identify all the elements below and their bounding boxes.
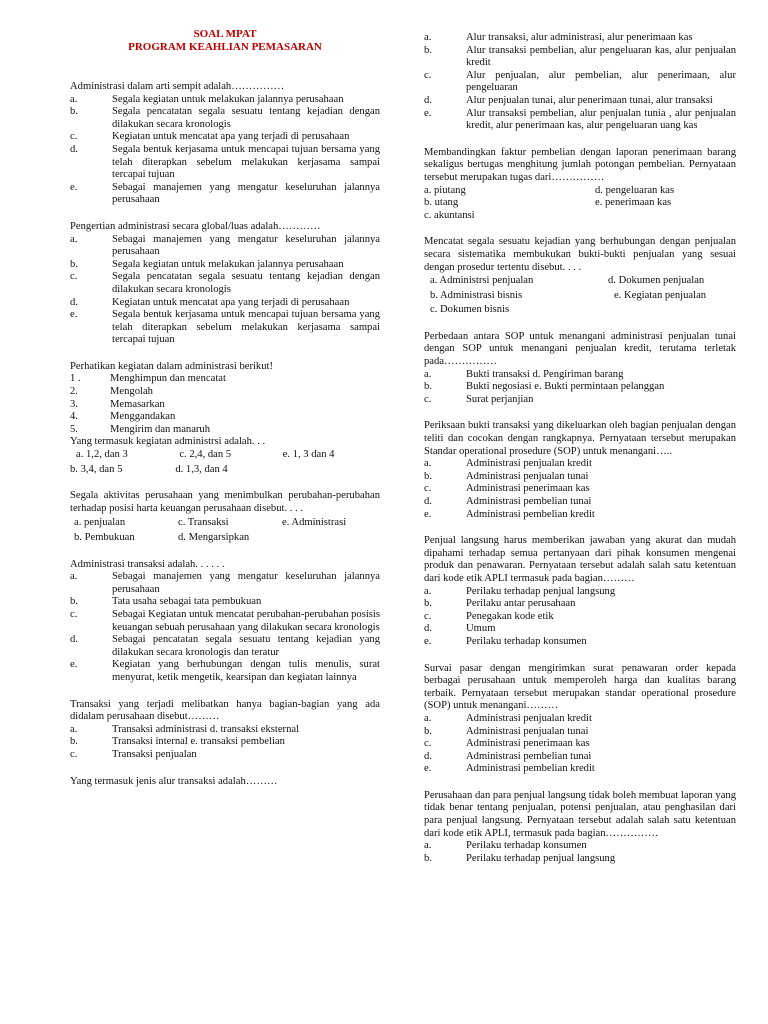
- option: [424, 713, 736, 726]
- option: d. 1,3, dan 4: [175, 463, 228, 475]
- question-10: [424, 331, 736, 407]
- option-text: Sebagai Kegiatan untuk mencatat perubahan-perubahan posisis keuangan sebuah perusahaan yang dilakukan secara kronologis: [112, 608, 380, 633]
- option-letter: b.: [424, 725, 432, 737]
- option-text: Umum: [466, 623, 496, 635]
- option-letter: e.: [424, 107, 432, 119]
- option-letter: a.: [424, 32, 432, 43]
- option-letter: 4.: [70, 411, 78, 423]
- option: [424, 623, 736, 636]
- list-item: [70, 373, 380, 386]
- options-row: [424, 290, 736, 303]
- option: [424, 586, 736, 599]
- option: e. Kegiatan penjualan: [614, 289, 707, 301]
- option: [281, 464, 380, 477]
- option: [70, 94, 380, 107]
- option: b. Pembukuan: [74, 532, 135, 543]
- options: [70, 94, 380, 207]
- option: d. Dokumen penjualan: [608, 275, 705, 287]
- option: [424, 598, 736, 611]
- options-row: [70, 464, 380, 477]
- question-stem: Periksaan bukti transaksi yang dikeluarkan oleh bagian penjualan dengan teliti dan cocokan dengan rangkapnya. Pernyataan tersebut merupakan Standar operational prosedure (SOP) untuk menangani…..: [424, 420, 736, 457]
- question-13: [424, 663, 736, 776]
- option-letter: 3.: [70, 398, 78, 410]
- option-text: Perilaku terhadap penjual langsung: [466, 852, 616, 864]
- option: [70, 131, 380, 144]
- option-letter: a.: [424, 585, 432, 597]
- option-letter: e.: [70, 659, 78, 671]
- question-stem: Transaksi yang terjadi melibatkan hanya bagian-bagian yang ada didalam perusahaan disebut………: [70, 698, 380, 723]
- question-stem: Perhatikan kegiatan dalam administrasi berikut!: [70, 360, 273, 372]
- option-text: Segala pencatatan segala sesuatu tentang kejadian dengan dilakukan secara kronologis: [112, 271, 380, 295]
- option: [424, 70, 736, 95]
- option-text: Transaksi administrasi d. transaksi eksternal: [112, 723, 300, 735]
- option-letter: a.: [424, 458, 432, 470]
- list-item: [70, 411, 380, 424]
- option-letter: a.: [70, 723, 78, 735]
- numbered-list: [70, 373, 380, 436]
- option: [424, 381, 736, 394]
- option-text: Mengolah: [110, 386, 153, 398]
- option: [424, 95, 736, 108]
- option-text: Administrasi penjualan kredit: [466, 712, 592, 724]
- option: e. penerimaan kas: [595, 197, 672, 209]
- option: [70, 571, 380, 596]
- option: [424, 45, 736, 70]
- option: [424, 458, 736, 471]
- question-stem: Perusahaan dan para penjual langsung tidak boleh membuat laporan yang tidak benar tentang penjualan, potensi penjualan, atau penghasilan dari para penjual langsung. Pernyataan tersebut adalah salah satu ketentuan dari kode etik APLI, termasuk pada bagian……………: [424, 789, 736, 839]
- option-letter: a.: [424, 368, 432, 380]
- option-text: Segala pencatatan segala sesuatu tentang kejadian dengan dilakukan secara kronologis: [112, 106, 380, 130]
- option-text: Administrasi pembelian tunai: [466, 750, 592, 762]
- option: [424, 611, 736, 624]
- options-row: [424, 304, 736, 317]
- option: [424, 763, 736, 776]
- option-text: Administrasi penerimaan kas: [466, 738, 590, 750]
- option-letter: 5.: [70, 423, 78, 435]
- option-text: Transaksi internal e. transaksi pembelian: [112, 736, 285, 748]
- options: [424, 458, 736, 521]
- question-stem: Administrasi transaksi adalah. . . . . .: [70, 558, 225, 570]
- option-text: Bukti transaksi d. Pengiriman barang: [466, 368, 624, 380]
- option: [70, 309, 380, 347]
- option-letter: c.: [424, 738, 432, 750]
- option: [70, 106, 380, 131]
- option: [424, 394, 736, 407]
- options: [70, 724, 380, 762]
- option-text: Administrasi penjualan tunai: [466, 725, 589, 737]
- option-text: Kegiatan yang berhubungan dengan tulis menulis, surat menyurat, ketik mengetik, kearsipan dan kegiatan lainnya: [112, 659, 380, 683]
- option: a. penjualan: [74, 517, 126, 529]
- option-letter: d.: [424, 623, 432, 635]
- option: b. utang: [424, 197, 459, 209]
- option-letter: e.: [424, 763, 432, 775]
- option: [70, 659, 380, 684]
- question-stem: Penjual langsung harus memberikan jawaban yang akurat dan mudah dipahami terhadap semua pertanyaan dari pihak konsumen mengenai produk dan penawaran. Pernyataan tersebut adalah salah satu ketentuan dari kode etik APLI termasuk pada bagian………: [424, 535, 736, 584]
- options-row: [424, 275, 736, 288]
- option-letter: c.: [424, 69, 432, 81]
- option: [586, 304, 736, 317]
- list-item: [70, 399, 380, 412]
- options: [70, 234, 380, 347]
- option-text: Kegiatan untuk mencatat apa yang terjadi di perusahaan: [112, 296, 350, 308]
- option-letter: e.: [70, 309, 78, 321]
- option-letter: c.: [70, 748, 78, 760]
- option: [70, 234, 380, 259]
- list-item: [70, 424, 380, 437]
- option: [424, 840, 736, 853]
- option-text: Sebagai pencatatan segala sesuatu tentang kejadian yang dilakukan secara kronologis dan teratur: [112, 634, 380, 658]
- option: [70, 749, 380, 762]
- option: [70, 182, 380, 207]
- option: [424, 32, 736, 45]
- option-text: Perilaku terhadap konsumen: [466, 840, 587, 852]
- option-letter: d.: [424, 496, 432, 507]
- option-text: Alur transaksi pembelian, alur pengeluaran kas, alur penjualan kredit: [466, 44, 736, 69]
- option-text: Surat perjanjian: [466, 393, 534, 405]
- option-letter: d.: [424, 94, 432, 106]
- option-letter: c.: [70, 608, 78, 620]
- option: [70, 609, 380, 634]
- option-letter: b.: [70, 258, 78, 270]
- options: [424, 713, 736, 776]
- option-letter: c.: [424, 483, 432, 495]
- option-text: Segala bentuk kerjasama untuk mencapai tujuan bersama yang telah diterapkan sebelum melakukan kerjasama sampai tercapai tujuan: [112, 309, 380, 346]
- option: [424, 751, 736, 764]
- option-text: Administrasi penjualan kredit: [466, 458, 592, 470]
- option: b. Administrasi bisnis: [430, 289, 523, 301]
- option-letter: c.: [424, 393, 432, 405]
- options: [70, 571, 380, 684]
- option-text: Memasarkan: [110, 398, 165, 410]
- option-letter: b.: [70, 596, 78, 608]
- option: [424, 509, 736, 522]
- options: [424, 369, 736, 407]
- option-text: Perilaku terhadap penjual langsung: [466, 585, 616, 597]
- question-14: [424, 790, 736, 866]
- option: a. Administrsi penjualan: [430, 275, 534, 287]
- question-6: [70, 699, 380, 762]
- option: e. Administrasi: [282, 517, 347, 529]
- option-letter: a.: [70, 93, 78, 105]
- option-letter: d.: [70, 634, 78, 646]
- left-column: [70, 28, 380, 788]
- option: [424, 853, 736, 866]
- option: [424, 738, 736, 751]
- option: [70, 736, 380, 749]
- option-text: Tata usaha sebagai tata pembukuan: [112, 596, 262, 608]
- option-text: Alur transaksi pembelian, alur penjualan tunia , alur penjualan kredit, alur penerimaan kas, alur pengeluaran uang kas: [466, 107, 736, 132]
- right-column: [424, 32, 736, 865]
- question-stem: Pengertian administrasi secara global/luas adalah…………: [70, 220, 321, 232]
- option: b. 3,4, dan 5: [70, 463, 123, 475]
- option: [424, 471, 736, 484]
- question-stem: Membandingkan faktur pembelian dengan laporan penerimaan barang sekaligus bertugas menghitung jumlah potongan pembelian. Pernyataan tersebut merupakan tugas dari……………: [424, 146, 736, 183]
- option-letter: a.: [70, 233, 78, 245]
- option-letter: 2.: [70, 386, 78, 398]
- question-8: [424, 147, 736, 223]
- option-letter: c.: [70, 271, 78, 283]
- options-row: [70, 449, 380, 462]
- question-9: [424, 236, 736, 317]
- option-text: Alur penjualan, alur pembelian, alur penerimaan, alur pengeluaran: [466, 69, 736, 94]
- question-4: [70, 490, 380, 544]
- option-text: Penegakan kode etik: [466, 610, 554, 622]
- option-letter: d.: [424, 750, 432, 762]
- option: c. Transaksi: [178, 517, 229, 529]
- option: [424, 726, 736, 739]
- question-stem: Mencatat segala sesuatu kejadian yang berhubungan dengan penjualan secara sistematika membukukan bukti-bukti penjualan yang sesuai dengan prosedur tertentu disebut. . . .: [424, 236, 736, 273]
- option-text: Perilaku antar perusahaan: [466, 598, 576, 610]
- option: [70, 634, 380, 659]
- option-letter: b.: [70, 736, 78, 748]
- question-2: [70, 221, 380, 347]
- option-text: Administrasi penjualan tunai: [466, 470, 589, 482]
- option-letter: d.: [70, 296, 78, 308]
- options-row: [424, 185, 736, 198]
- option: [70, 724, 380, 737]
- option-text: Administrasi pembelian kredit: [466, 763, 595, 775]
- option-text: Segala kegiatan untuk melakukan jalannya perusahaan: [112, 93, 344, 105]
- option-letter: a.: [424, 712, 432, 724]
- option-text: Sebagai manajemen yang mengatur keseluruhan jalannya perusahaan: [112, 233, 380, 258]
- option-text: Perilaku terhadap konsumen: [466, 635, 587, 647]
- question-12: [424, 535, 736, 648]
- option-text: Administrasi penerimaan kas: [466, 483, 590, 495]
- option-letter: c.: [424, 610, 432, 622]
- question-stem: Yang termasuk jenis alur transaksi adalah………: [70, 775, 278, 787]
- option-letter: b.: [424, 470, 432, 482]
- option: c. 2,4, dan 5: [179, 449, 232, 461]
- option-letter: 1 .: [70, 373, 81, 385]
- list-item: [70, 386, 380, 399]
- option: [424, 369, 736, 382]
- options-row: [70, 532, 380, 545]
- option-text: Mengirim dan manaruh: [110, 423, 211, 435]
- option-letter: e.: [424, 508, 432, 520]
- option-letter: b.: [424, 381, 432, 393]
- options: [424, 586, 736, 649]
- option-letter: b.: [424, 852, 432, 864]
- question-stem-2: Yang termasuk kegiatan administrsi adalah. . .: [70, 436, 266, 448]
- document-title: SOAL MPAT: [193, 28, 257, 40]
- option: [70, 271, 380, 296]
- option-letter: e.: [70, 181, 78, 193]
- option: [70, 297, 380, 310]
- option-text: Segala kegiatan untuk melakukan jalannya perusahaan: [112, 258, 344, 270]
- question-7-options: [424, 32, 736, 133]
- option: c. Dokumen bisnis: [430, 304, 510, 316]
- option-text: Alur penjualan tunai, alur penerimaan tunai, alur transaksi: [466, 94, 713, 106]
- option: [424, 108, 736, 133]
- option: [282, 532, 380, 545]
- option-letter: e.: [424, 635, 432, 647]
- option-letter: b.: [424, 598, 432, 610]
- option-text: Sebagai manajemen yang mengatur keseluruhan jalannya perusahaan: [112, 571, 380, 595]
- question-stem: Segala aktivitas perusahaan yang menimbulkan perubahan-perubahan terhadap posisi harta keuangan perusahaan disebut. . . .: [70, 490, 380, 514]
- option: [70, 596, 380, 609]
- question-stem: Perbedaan antara SOP untuk menangani administrasi penjualan tunai dengan SOP untuk menangani penjualan kredit, terutama terletak pada……………: [424, 330, 736, 368]
- option: [70, 144, 380, 182]
- question-stem: Survai pasar dengan mengirimkan surat penawaran order kepada berbagai perusahaan untuk memperoleh harga dan kualitas barang terbaik. Pernyataan tersebut merupakan standar operational prosedure (SOP) untuk menangani………: [424, 662, 736, 712]
- option: d. Mengarsipkan: [178, 532, 250, 543]
- document-subtitle: PROGRAM KEAHLIAN PEMASARAN: [128, 41, 322, 53]
- option: a. 1,2, dan 3: [76, 449, 128, 461]
- option-letter: a.: [424, 840, 432, 852]
- options-row: [424, 210, 736, 223]
- option-letter: b.: [424, 44, 432, 56]
- option-letter: d.: [70, 143, 78, 155]
- option-text: Transaksi penjualan: [112, 748, 197, 760]
- option: d. pengeluaran kas: [595, 184, 675, 196]
- option-text: Administrasi pembelian kredit: [466, 508, 595, 520]
- option: e. 1, 3 dan 4: [282, 449, 335, 461]
- option-text: Menghimpun dan mencatat: [110, 373, 226, 385]
- option-text: Segala bentuk kerjasama untuk mencapai tujuan bersama yang telah diterapkan sebelum melakukan kerjasama sampai tercapai tujuan: [112, 143, 380, 181]
- option-letter: a.: [70, 571, 78, 583]
- question-1: [70, 81, 380, 207]
- option-text: Administrasi pembelian tunai: [466, 496, 592, 507]
- option-text: Sebagai manajemen yang mengatur keseluruhan jalannya perusahaan: [112, 181, 380, 206]
- option-letter: c.: [70, 131, 78, 143]
- question-3: [70, 361, 380, 476]
- question-stem: Administrasi dalam arti sempit adalah……………: [70, 81, 285, 92]
- option-letter: b.: [70, 106, 78, 118]
- option: [424, 483, 736, 496]
- document-header: [70, 28, 380, 54]
- option: c. akuntansi: [424, 209, 475, 221]
- question-11: [424, 420, 736, 521]
- option-text: Kegiatan untuk mencatat apa yang terjadi di perusahaan: [112, 131, 350, 143]
- options-row: [424, 197, 736, 210]
- option-text: Alur transaksi, alur administrasi, alur penerimaan kas: [466, 32, 693, 43]
- option: a. piutang: [424, 184, 466, 196]
- question-5: [70, 559, 380, 685]
- option-text: Bukti negosiasi e. Bukti permintaan pelanggan: [466, 381, 665, 393]
- option: [424, 496, 736, 509]
- options: [424, 840, 736, 865]
- option-text: Menggandakan: [110, 411, 176, 423]
- options-row: [70, 517, 380, 530]
- option: [424, 636, 736, 649]
- option: [583, 210, 736, 223]
- option: [70, 259, 380, 272]
- question-7: [70, 776, 380, 789]
